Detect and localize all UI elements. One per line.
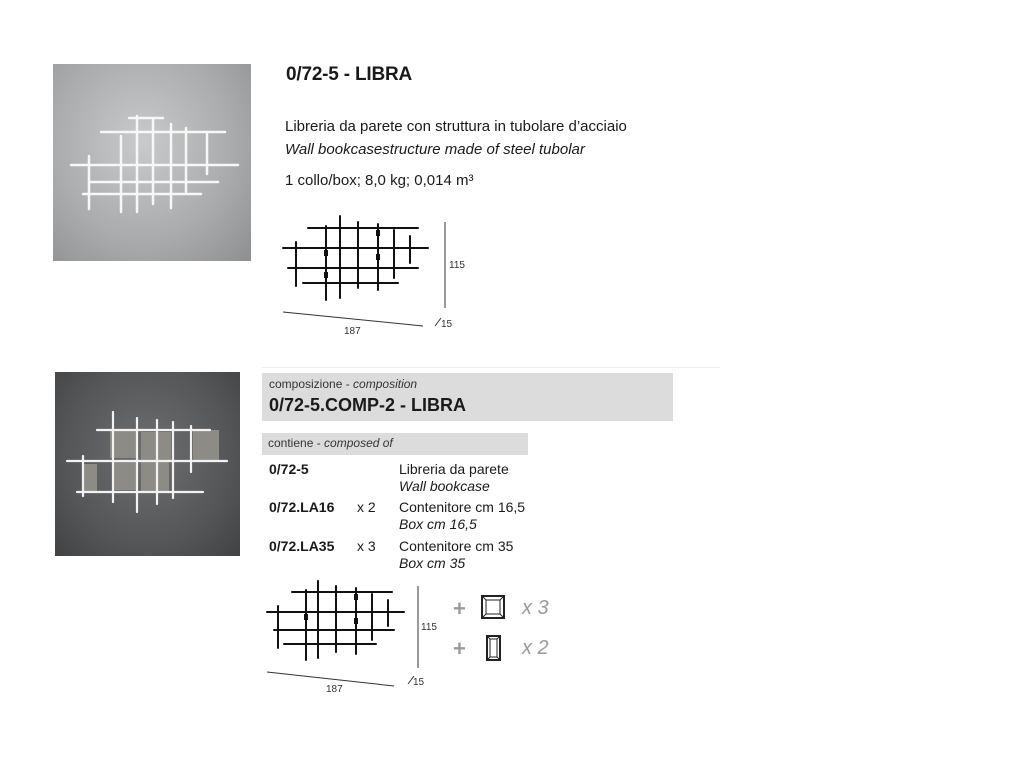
plus-sign: +: [453, 636, 466, 661]
box-16-icon: [485, 634, 503, 667]
item-qty: x 3: [357, 538, 376, 554]
box-35-multiplier: x 3: [522, 597, 549, 619]
comp-dim-height: 115: [421, 622, 437, 633]
dim-width: 187: [344, 326, 361, 337]
product-description-en: Wall bookcasestructure made of steel tubolar: [285, 141, 585, 158]
item-desc-en: Box cm 35: [399, 555, 466, 571]
item-code: 0/72.LA16: [269, 499, 335, 515]
dim-depth: 15: [441, 319, 453, 330]
dim-height: 115: [449, 260, 465, 271]
product-title: 0/72-5 - LIBRA: [286, 64, 413, 85]
composition-photo: [55, 372, 240, 556]
box-35-icon: [480, 594, 506, 625]
composition-title: 0/72-5.COMP-2 - LIBRA: [269, 395, 467, 415]
comp-dim-depth: 15: [413, 677, 425, 688]
item-desc-it: Libreria da parete: [399, 461, 509, 477]
packaging-info: 1 collo/box; 8,0 kg; 0,014 m³: [285, 172, 474, 189]
item-desc-it: Contenitore cm 35: [399, 538, 514, 554]
item-desc-it: Contenitore cm 16,5: [399, 499, 526, 515]
section-divider: [262, 367, 720, 368]
composition-photo-drawing: [55, 372, 240, 556]
composition-technical-drawing: [262, 576, 462, 701]
item-code: 0/72-5: [269, 461, 309, 477]
contains-label: contiene - composed of: [268, 436, 393, 450]
product-description-it: Libreria da parete con struttura in tubolare d’acciaio: [285, 118, 627, 135]
composition-line-drawing: [262, 576, 462, 696]
item-code: 0/72.LA35: [269, 538, 335, 554]
box-16-multiplier: x 2: [522, 637, 549, 659]
composition-label: composizione - composition: [269, 377, 418, 391]
plus-sign: +: [453, 596, 466, 621]
item-qty: x 2: [357, 499, 376, 515]
product-photo-white-bookcase: [53, 64, 251, 261]
bookcase-photo-drawing: [53, 64, 251, 261]
item-desc-en: Wall bookcase: [399, 478, 490, 494]
item-desc-en: Box cm 16,5: [399, 516, 477, 532]
comp-dim-width: 187: [326, 684, 343, 695]
